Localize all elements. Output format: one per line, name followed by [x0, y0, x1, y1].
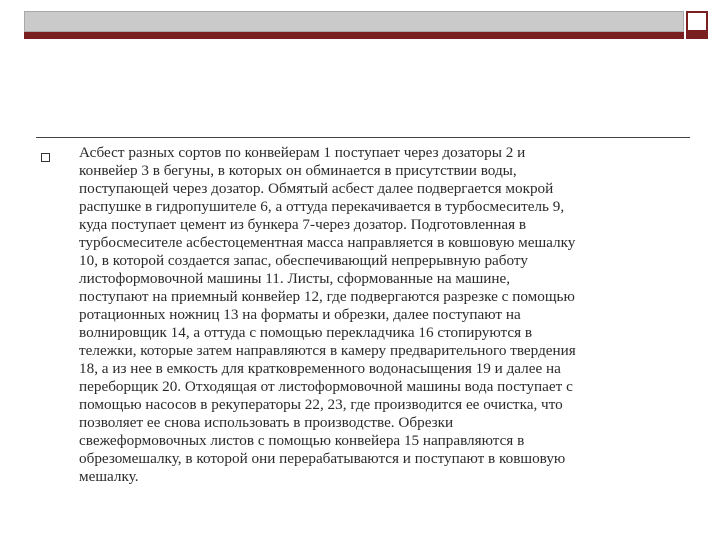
paragraph-text [79, 144, 695, 486]
header-corner-square [686, 11, 708, 32]
paragraph-line: куда поступает цемент из бункера 7-через дозатор. Подготовленная в [79, 216, 527, 233]
header-maroon-rule [24, 32, 684, 39]
paragraph-line: распушке в гидропушителе 6, а оттуда перекачивается в турбосмеситель 9, [79, 198, 565, 215]
paragraph-line: поступающей через дозатор. Обмятый асбест далее подвергается мокрой [79, 180, 554, 197]
square-bullet-icon [41, 153, 50, 162]
content-divider-line [36, 137, 690, 138]
paragraph-line: конвейер 3 в бегуны, в которых он обминается в присутствии воды, [79, 162, 517, 179]
paragraph-line: Асбест разных сортов по конвейерам 1 поступает через дозаторы 2 и [79, 144, 526, 161]
paragraph-line: турбосмесителе асбестоцементная масса направляется в ковшовую мешалку [79, 234, 576, 251]
paragraph-line: мешалку. [79, 468, 139, 485]
paragraph-line: переборщик 20. Отходящая от листоформовочной машины вода поступает с [79, 378, 573, 395]
paragraph-line: свежеформовочных листов с помощью конвейера 15 направляются в [79, 432, 525, 449]
header-corner-rule [686, 32, 708, 39]
paragraph-line: помощью насосов в рекуператоры 22, 23, где производится ее очистка, что [79, 396, 563, 413]
paragraph-line: позволяет ее снова использовать в производстве. Обрезки [79, 414, 454, 431]
paragraph-line: обрезомешалку, в которой они перерабатываются и поступают в ковшовую [79, 450, 566, 467]
paragraph-line: 10, в которой создается запас, обеспечивающий непрерывную работу [79, 252, 528, 269]
paragraph-line: поступают на приемный конвейер 12, где подвергаются разрезке с помощью [79, 288, 575, 305]
paragraph-line: 18, а из нее в емкость для кратковременного водонасыщения 19 и далее на [79, 360, 561, 377]
paragraph-line: листоформовочной машины 11. Листы, сформованные на машине, [79, 270, 511, 287]
paragraph-line: ротационных ножниц 13 на форматы и обрезки, далее поступают на [79, 306, 521, 323]
paragraph-line: волнировщик 14, а оттуда с помощью перекладчика 16 стопируются в [79, 324, 533, 341]
header-gray-band [24, 11, 684, 32]
paragraph-line: тележки, которые затем направляются в камеру предварительного твердения [79, 342, 576, 359]
